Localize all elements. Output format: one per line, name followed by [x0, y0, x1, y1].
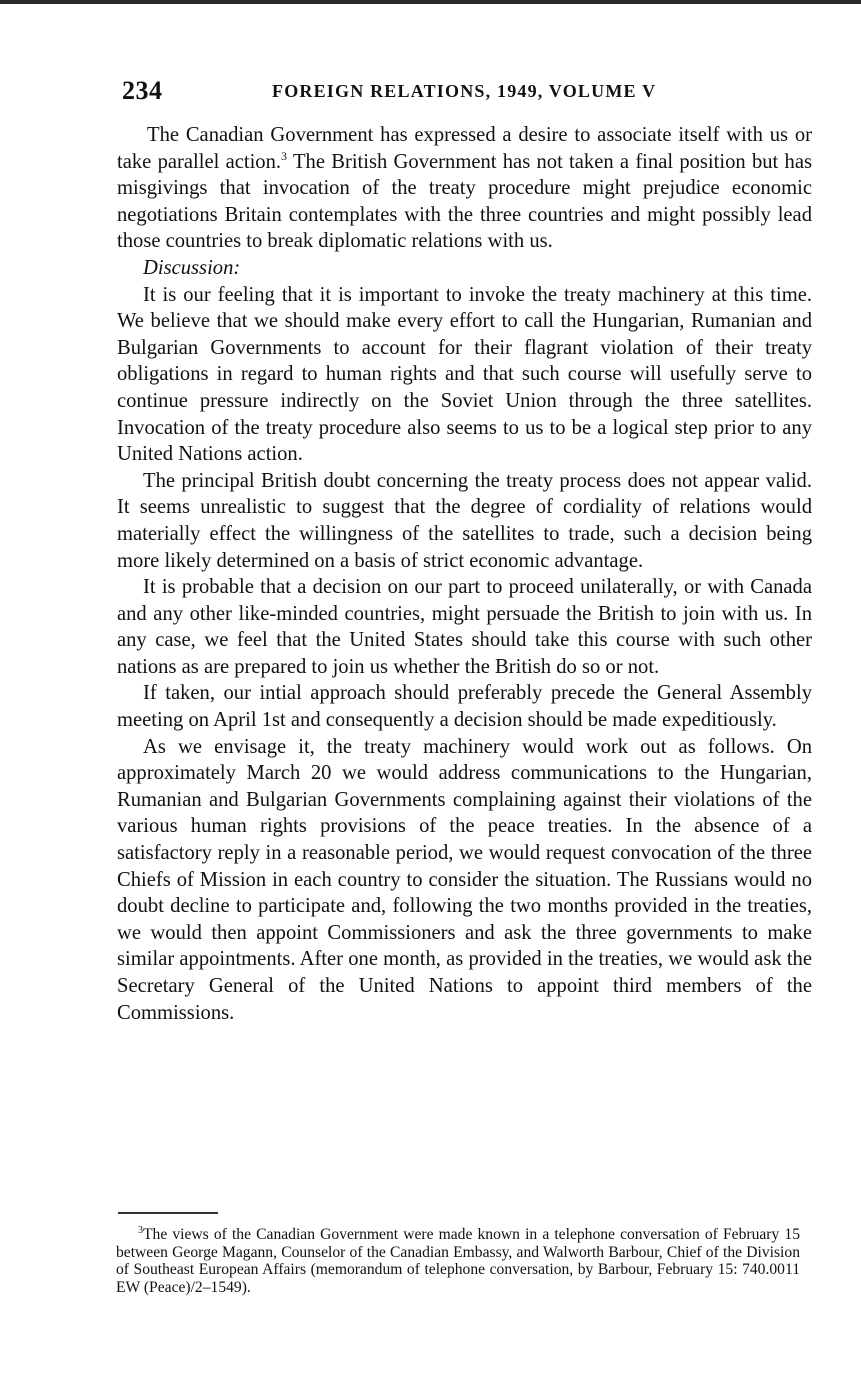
footnote-marker: 3 — [138, 1224, 143, 1236]
paragraph-intro-text-b: The British Government has not taken a final position but has misgivings that invocation of the treaty procedure might prejudice economic negotiations Britain contemplates with the three countries and might possibly lead those countries to break diplomatic relations with us. — [117, 150, 812, 253]
running-head: FOREIGN RELATIONS, 1949, VOLUME V — [272, 81, 657, 101]
footnote — [116, 1226, 800, 1296]
paragraph: As we envisage it, the treaty machinery would work out as follows. On approximately March 20 we would address communications to the Hungarian, Rumanian and Bulgarian Governments complaining against their violations of the various human rights provisions of the peace treaties. In the absence of a satisfactory reply in a reasonable period, we would request convocation of the three Chiefs of Mission in each country to consider the situation. The Russians would no doubt decline to participate and, following the two months provided in the treaties, we would then appoint Commissioners and ask the three governments to make similar appointments. After one month, as provided in the treaties, we would ask the Secretary General of the United Nations to appoint third members of the Commissions. — [117, 735, 812, 1024]
paragraph: If taken, our intial approach should preferably precede the General Assembly meeting on April 1st and consequently a decision should be made expeditiously. — [117, 682, 812, 732]
paragraph: It is probable that a decision on our part to proceed unilaterally, or with Canada and any other like-minded countries, might persuade the British to join with us. In any case, we feel that the United States should take this course with such other nations as are prepared to join us whether the British do so or not. — [117, 576, 812, 678]
page-top-border — [0, 0, 861, 4]
paragraph-intro-text-a: The Canadian Government has expressed a desire to associate itself with us or take parallel action. — [117, 124, 812, 173]
body-text — [117, 122, 812, 1026]
footnote-reference: 3 — [281, 148, 288, 163]
paragraph: It is our feeling that it is important to invoke the treaty machinery at this time. We believe that we should make every effort to call the Hungarian, Rumanian and Bulgarian Governments to account for their flagrant violation of their treaty obligations in regard to human rights and that such course will usefully serve to continue pressure indirectly on the Soviet Union through the three satellites. Invocation of the treaty procedure also seems to us to be a logical step prior to any United Nations action. — [117, 283, 812, 466]
page-number: 234 — [122, 76, 163, 105]
footnote-text: The views of the Canadian Government were made known in a telephone conversation of February 15 between George Magann, Counselor of the Canadian Embassy, and Walworth Barbour, Chief of the Division of Southeast European Affairs (memorandum of telephone conversation, by Barbour, February 15: 740.0011 EW (Peace)/2–1549). — [116, 1226, 800, 1296]
paragraph: The principal British doubt concerning the treaty process does not appear valid. It seems unrealistic to suggest that the degree of cordiality of relations would materially effect the willingness of the satellites to trade, such a decision being more likely determined on a basis of strict economic advantage. — [117, 469, 812, 572]
page-header — [122, 76, 822, 106]
paragraph-intro — [117, 122, 812, 255]
footnote-divider — [118, 1212, 218, 1214]
section-heading-discussion: Discussion: — [143, 256, 241, 279]
